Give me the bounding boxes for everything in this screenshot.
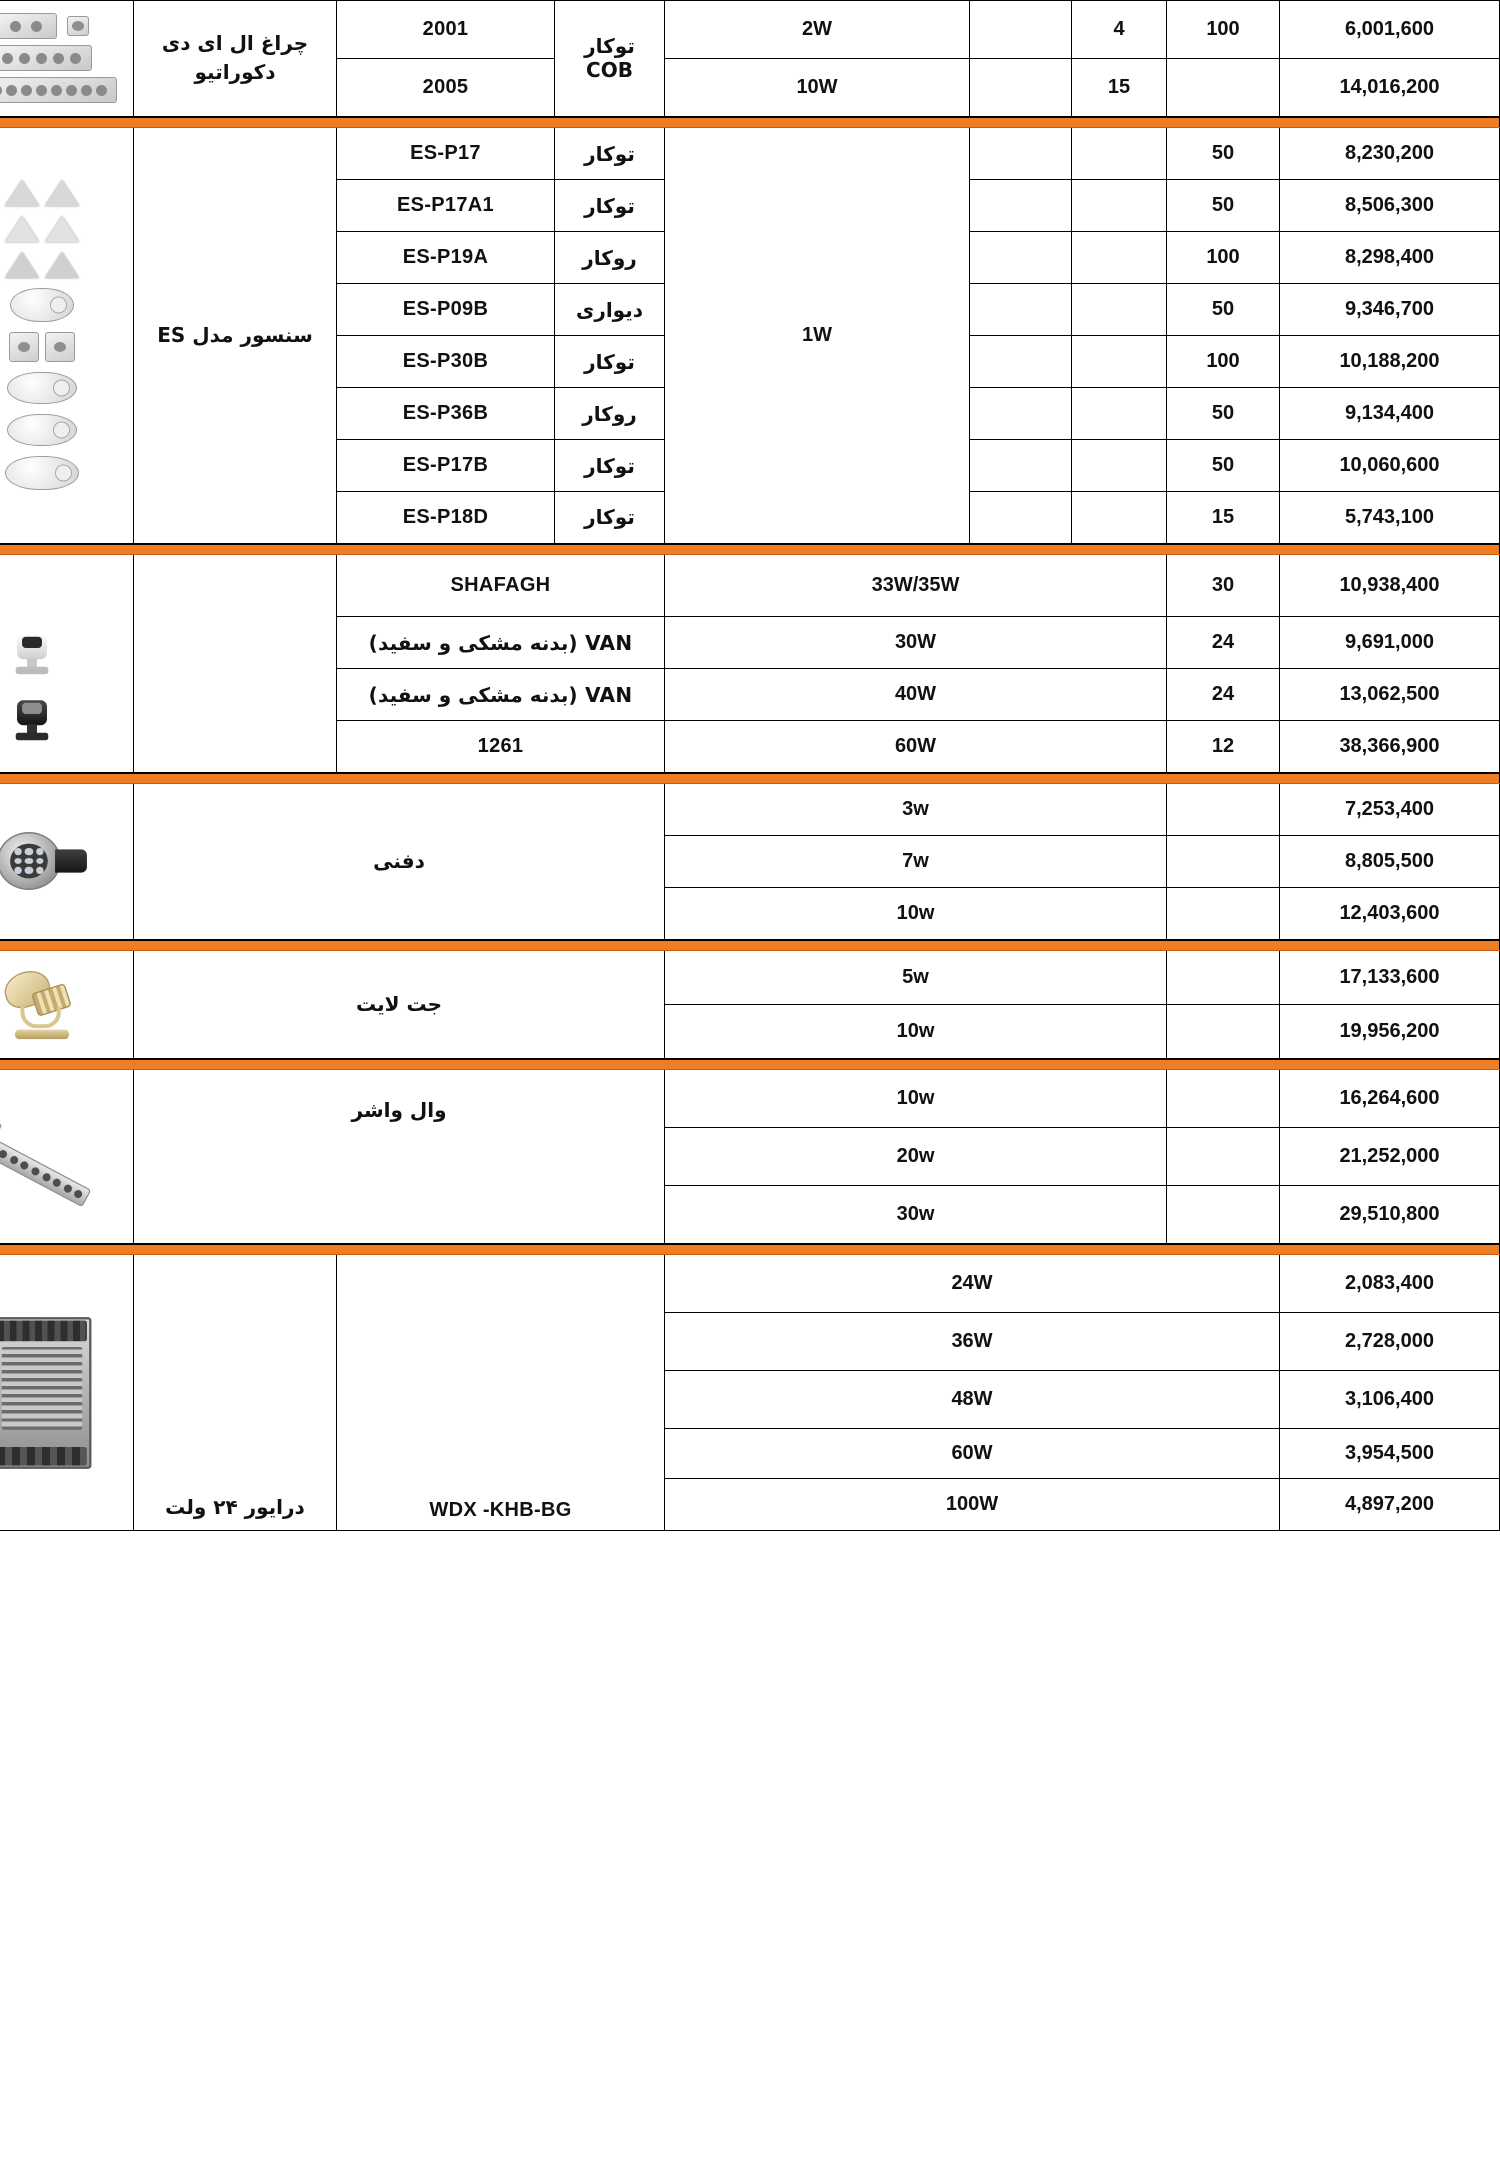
cell-product-image (0, 128, 134, 544)
cell-count: 15 (1072, 59, 1167, 117)
cell-count (1072, 232, 1167, 284)
cell-price: 19,956,200 (1280, 1005, 1500, 1059)
table-row[interactable] (0, 1255, 1500, 1313)
cell-qty: 100 (1167, 1, 1280, 59)
cell-price: 4,897,200 (1280, 1479, 1500, 1531)
cell-product-image (0, 1255, 134, 1531)
cell-qty: 15 (1167, 492, 1280, 544)
cell-type: توکار (555, 128, 665, 180)
cell-watt: 30W (665, 617, 1167, 669)
cell-count (1072, 492, 1167, 544)
cell-watt: 1W (665, 128, 970, 544)
cell-qty (1167, 784, 1280, 836)
cell-model: WDX -KHB-BG (337, 1255, 665, 1531)
cell-watt: 24W (665, 1255, 1280, 1313)
cell-qty (1167, 836, 1280, 888)
cell-blank (970, 59, 1072, 117)
cell-model: ES-P09B (337, 284, 555, 336)
cell-watt: 36W (665, 1313, 1280, 1371)
cell-price: 13,062,500 (1280, 669, 1500, 721)
cell-qty: 50 (1167, 284, 1280, 336)
table-row[interactable] (0, 1070, 1500, 1128)
group-separator (0, 1059, 1500, 1070)
cell-model: 2001 (337, 1, 555, 59)
cell-price: 12,403,600 (1280, 888, 1500, 940)
cell-category: چراغ ال ای دی دکوراتیو (134, 1, 337, 117)
cell-model: ES-P19A (337, 232, 555, 284)
cell-model: ES-P36B (337, 388, 555, 440)
cell-blank (970, 336, 1072, 388)
cell-price: 10,188,200 (1280, 336, 1500, 388)
cell-price: 8,230,200 (1280, 128, 1500, 180)
cell-watt: 100W (665, 1479, 1280, 1531)
cell-qty: 30 (1167, 555, 1280, 617)
cell-watt: 60W (665, 1429, 1280, 1479)
cell-blank (970, 388, 1072, 440)
cell-type: توکار (555, 492, 665, 544)
cell-price: 38,366,900 (1280, 721, 1500, 773)
table-row[interactable] (0, 128, 1500, 180)
cell-price: 2,728,000 (1280, 1313, 1500, 1371)
table-row[interactable] (0, 555, 1500, 617)
cell-type: توکار (555, 180, 665, 232)
cell-price: 8,805,500 (1280, 836, 1500, 888)
cell-qty: 50 (1167, 128, 1280, 180)
separator-bar (0, 544, 1500, 555)
cell-type: توکار COB (555, 1, 665, 117)
cell-price: 9,691,000 (1280, 617, 1500, 669)
cell-category: سنسور مدل ES (134, 128, 337, 544)
cell-model: 2005 (337, 59, 555, 117)
cell-price: 6,001,600 (1280, 1, 1500, 59)
cell-model: SHAFAGH (337, 555, 665, 617)
cell-watt: 48W (665, 1371, 1280, 1429)
cell-count (1072, 388, 1167, 440)
cell-price: 7,253,400 (1280, 784, 1500, 836)
cell-price: 21,252,000 (1280, 1128, 1500, 1186)
cell-price: 17,133,600 (1280, 951, 1500, 1005)
cell-price: 8,298,400 (1280, 232, 1500, 284)
cell-model: 1261 (337, 721, 665, 773)
cell-qty: 50 (1167, 180, 1280, 232)
cell-product-image (0, 1070, 134, 1244)
cell-model: ES-P18D (337, 492, 555, 544)
cell-blank (970, 128, 1072, 180)
cell-blank (970, 180, 1072, 232)
cell-qty (1167, 888, 1280, 940)
group-separator (0, 1244, 1500, 1255)
cell-type: توکار (555, 336, 665, 388)
cell-model: VAN (بدنه مشکی و سفید) (337, 617, 665, 669)
cell-count (1072, 128, 1167, 180)
group-separator (0, 940, 1500, 951)
linear-wall-washer-icon (0, 1123, 129, 1189)
group-separator (0, 773, 1500, 784)
cell-watt: 40W (665, 669, 1167, 721)
cell-type: روکار (555, 232, 665, 284)
cell-watt: 2W (665, 1, 970, 59)
table-row[interactable] (0, 784, 1500, 836)
group-separator (0, 117, 1500, 128)
cell-model: ES-P17 (337, 128, 555, 180)
separator-bar (0, 117, 1500, 128)
cell-watt: 30w (665, 1186, 1167, 1244)
cell-watt: 10w (665, 1005, 1167, 1059)
cell-blank (970, 492, 1072, 544)
cell-model: ES-P30B (337, 336, 555, 388)
cell-product-image (0, 951, 134, 1059)
cell-count: 4 (1072, 1, 1167, 59)
cell-category: وال واشر (134, 1070, 665, 1244)
group-separator (0, 544, 1500, 555)
cell-qty: 24 (1167, 617, 1280, 669)
cell-price: 29,510,800 (1280, 1186, 1500, 1244)
cell-product-image (0, 555, 134, 773)
cell-count (1072, 336, 1167, 388)
cell-qty: 50 (1167, 388, 1280, 440)
cell-qty: 24 (1167, 669, 1280, 721)
cell-qty (1167, 951, 1280, 1005)
cell-count (1072, 180, 1167, 232)
cell-product-image (0, 1, 134, 117)
cell-watt: 60W (665, 721, 1167, 773)
cell-watt: 3w (665, 784, 1167, 836)
cell-price: 9,134,400 (1280, 388, 1500, 440)
cell-qty: 100 (1167, 336, 1280, 388)
inground-uplight-icon (0, 841, 129, 881)
cell-qty (1167, 1186, 1280, 1244)
cell-price: 9,346,700 (1280, 284, 1500, 336)
separator-bar (0, 1244, 1500, 1255)
cell-category: جت لایت (134, 951, 665, 1059)
cell-blank (970, 1, 1072, 59)
cell-model: VAN (بدنه مشکی و سفید) (337, 669, 665, 721)
cell-category: دفنی (134, 784, 665, 940)
cell-category (134, 555, 337, 773)
cell-count (1072, 284, 1167, 336)
cell-price: 5,743,100 (1280, 492, 1500, 544)
separator-bar (0, 773, 1500, 784)
led-power-supply-driver-icon (0, 1327, 129, 1459)
cell-qty (1167, 1128, 1280, 1186)
cell-type: توکار (555, 440, 665, 492)
table-row[interactable] (0, 1, 1500, 59)
cell-price: 10,060,600 (1280, 440, 1500, 492)
cell-type: دیواری (555, 284, 665, 336)
cell-watt: 10W (665, 59, 970, 117)
cell-qty (1167, 1005, 1280, 1059)
motion-sensor-group-icon (0, 180, 129, 490)
cell-watt: 20w (665, 1128, 1167, 1186)
cell-category: درایور ۲۴ ولت (134, 1255, 337, 1531)
cell-price: 14,016,200 (1280, 59, 1500, 117)
cell-model: ES-P17A1 (337, 180, 555, 232)
cell-qty: 50 (1167, 440, 1280, 492)
cell-blank (970, 284, 1072, 336)
cell-watt: 7w (665, 836, 1167, 888)
track-spotlight-group-icon (0, 572, 129, 754)
cell-blank (970, 440, 1072, 492)
cell-qty: 12 (1167, 721, 1280, 773)
cell-count (1072, 440, 1167, 492)
cell-qty: 100 (1167, 232, 1280, 284)
cell-watt: 33W/35W (665, 555, 1167, 617)
cell-price: 3,954,500 (1280, 1429, 1500, 1479)
cell-price: 3,106,400 (1280, 1371, 1500, 1429)
cell-qty (1167, 1070, 1280, 1128)
jet-light-projector-icon (0, 978, 129, 1030)
cell-type: روکار (555, 388, 665, 440)
cell-watt: 10w (665, 888, 1167, 940)
cell-model: ES-P17B (337, 440, 555, 492)
cell-price: 8,506,300 (1280, 180, 1500, 232)
cell-price: 16,264,600 (1280, 1070, 1500, 1128)
cell-price: 10,938,400 (1280, 555, 1500, 617)
cell-product-image (0, 784, 134, 940)
separator-bar (0, 1059, 1500, 1070)
separator-bar (0, 940, 1500, 951)
table-row[interactable] (0, 951, 1500, 1005)
recessed-cob-linear-lamp-icon (0, 13, 129, 103)
cell-price: 2,083,400 (1280, 1255, 1500, 1313)
cell-watt: 10w (665, 1070, 1167, 1128)
cell-qty (1167, 59, 1280, 117)
cell-watt: 5w (665, 951, 1167, 1005)
cell-blank (970, 232, 1072, 284)
